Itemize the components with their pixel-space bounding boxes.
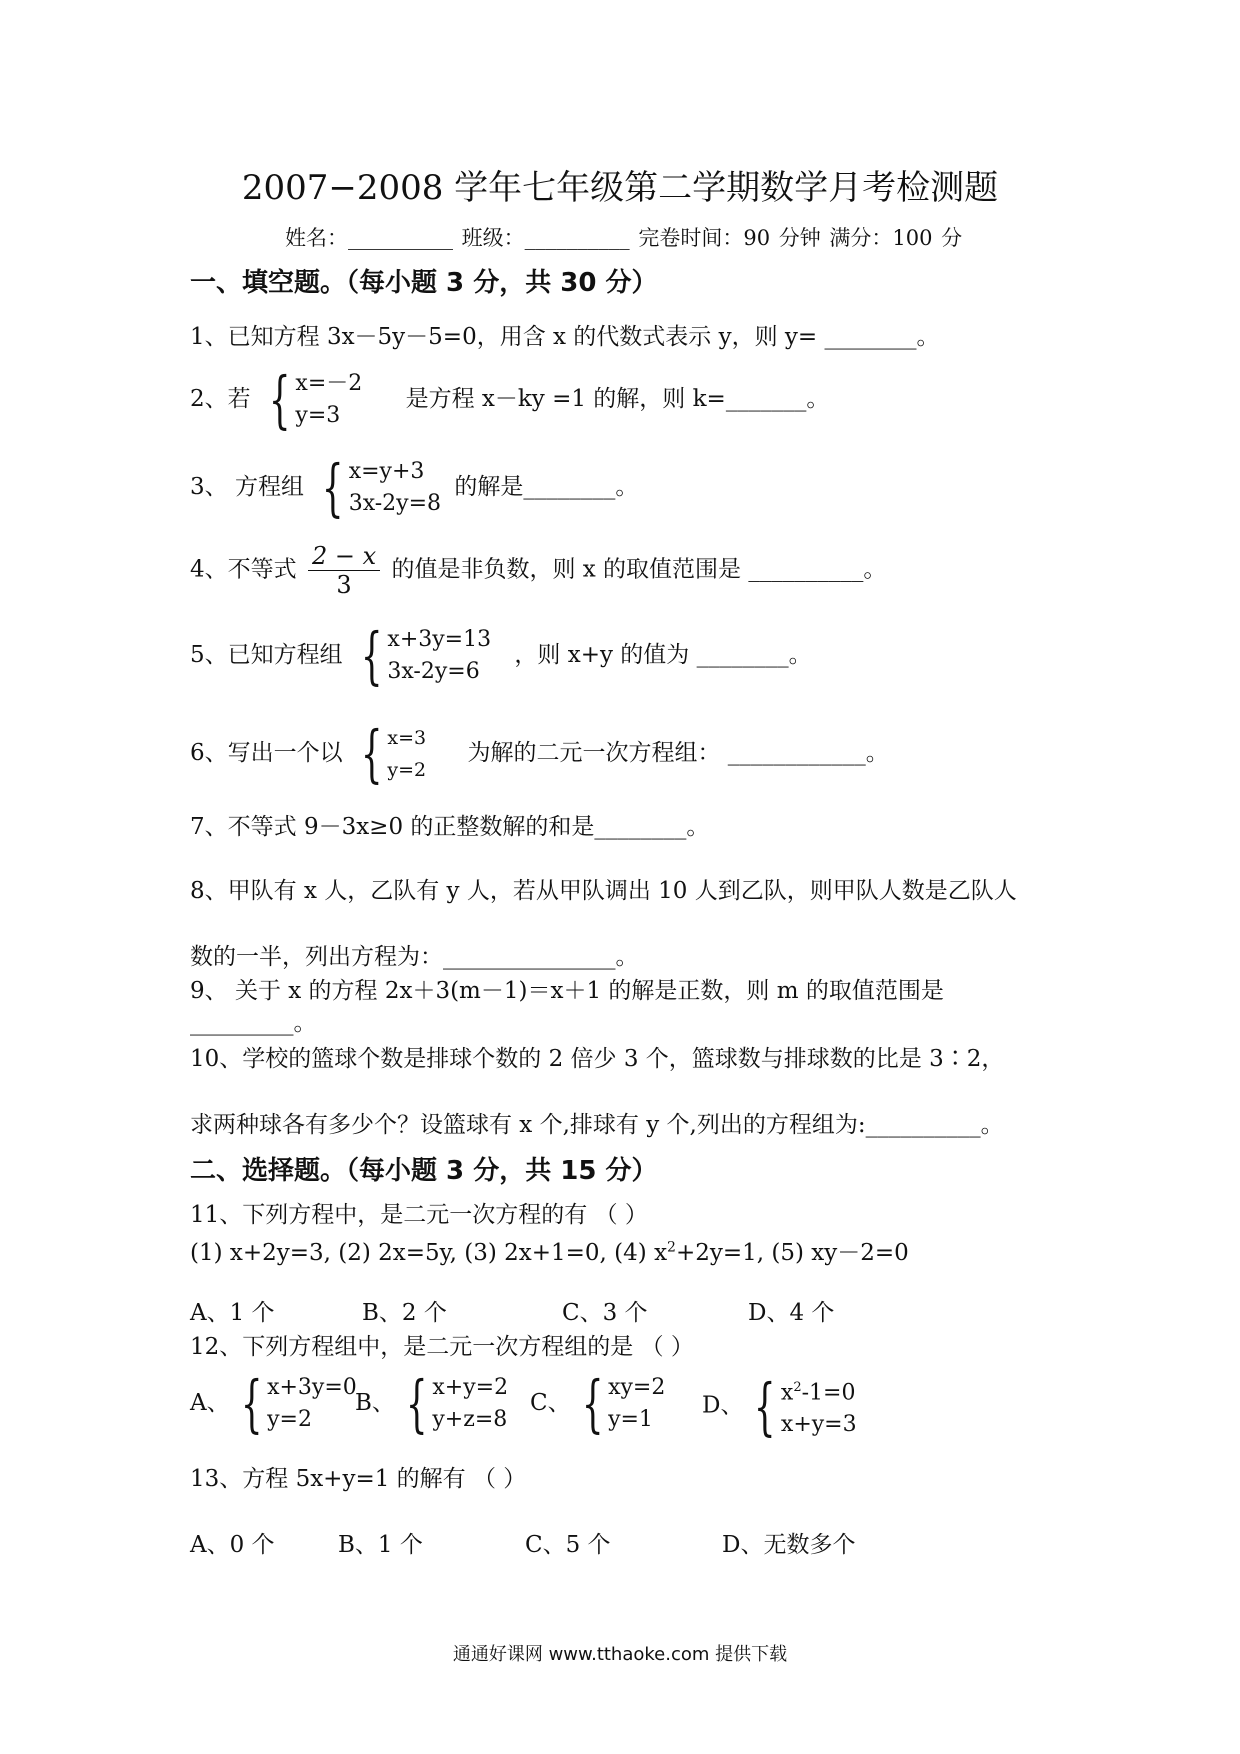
equation-system [313, 451, 442, 524]
question-3-suffix: 的解是________。 [454, 474, 639, 500]
system-eq2: y+z=8 [432, 1407, 508, 1432]
section-2-heading: 二、选择题。（每小题 3 分，共 15 分） [190, 1156, 658, 1186]
system-eq2: 3x-2y=8 [348, 491, 442, 516]
superscript: 2 [793, 1380, 802, 1395]
question-4 [190, 542, 886, 599]
system-eq2: y=1 [608, 1407, 653, 1432]
question-10-line-2: 求两种球各有多少个？设篮球有 x 个,排球有 y 个,列出的方程组为:__________。 [190, 1112, 1004, 1138]
section-1-heading: 一、填空题。（每小题 3 分，共 30 分） [190, 268, 658, 298]
system-eq1 [781, 1372, 857, 1409]
question-3 [190, 451, 639, 524]
equation-system [260, 363, 363, 436]
question-6 [190, 717, 889, 790]
question-8-line-1: 8、甲队有 x 人，乙队有 y 人，若从甲队调出 10 人到乙队，则甲队人数是乙队人 [190, 878, 1017, 904]
system-eq2: y=3 [295, 403, 341, 428]
brace-icon: { [754, 1369, 777, 1443]
question-5-suffix: ，则 x+y 的值为 ________。 [514, 642, 812, 668]
brace-icon: { [240, 1367, 263, 1440]
q13-choice-a: A、0 个 [190, 1532, 275, 1558]
q12-option-c [530, 1367, 671, 1440]
system-eq2: y=2 [387, 759, 427, 781]
equation-system [397, 1367, 509, 1440]
question-12: 12、下列方程组中，是二元一次方程组的是 （ ） [190, 1334, 694, 1360]
question-13: 13、方程 5x+y=1 的解有 （ ） [190, 1466, 527, 1492]
question-8-line-2: 数的一半，列出方程为：_______________。 [190, 944, 639, 970]
system-eq1: x=－2 [295, 371, 363, 396]
eq-part: x [780, 1380, 794, 1406]
student-info-line: 姓名：__________ 班级：__________ 完卷时间：90 分钟 满分：100 分 [285, 226, 963, 250]
equation-system [352, 619, 492, 692]
q12-option-a [190, 1367, 363, 1440]
question-10-line-1: 10、学校的篮球个数是排球个数的 2 倍少 3 个，篮球数与排球数的比是 3∶2， [190, 1046, 1005, 1072]
system-eq2: 3x-2y=6 [387, 659, 480, 684]
option-label: C、 [530, 1390, 571, 1416]
system-eq2: x+y=3 [780, 1412, 857, 1438]
question-11: 11、下列方程中，是二元一次方程的有 （ ） [190, 1202, 648, 1228]
question-5-prefix: 5、已知方程组 [190, 642, 343, 668]
brace-icon: { [360, 717, 383, 790]
option-label: B、 [355, 1390, 395, 1416]
equation-system [352, 717, 427, 790]
q11-choice-c: C、3 个 [562, 1300, 648, 1326]
system-eq1: x=y+3 [348, 459, 425, 484]
q11-choice-d: D、4 个 [748, 1300, 835, 1326]
items-text-1: (1) x+2y=3, (2) 2x=5y, (3) 2x+1=0, (4) x [190, 1240, 668, 1266]
question-2-prefix: 2、若 [190, 386, 251, 412]
question-3-prefix: 3、 方程组 [190, 474, 304, 500]
question-2 [190, 363, 830, 436]
option-label: A、 [190, 1390, 230, 1416]
question-9-line-1: 9、 关于 x 的方程 2x＋3(m－1)＝x＋1 的解是正数，则 m 的取值范围是 [190, 978, 944, 1004]
question-2-suffix: 是方程 x－ky =1 的解，则 k=_______。 [405, 386, 830, 412]
q11-choice-a: A、1 个 [190, 1300, 275, 1326]
q13-choice-c: C、5 个 [525, 1532, 611, 1558]
system-eq1: x+y=2 [432, 1375, 509, 1400]
brace-icon: { [268, 363, 291, 436]
brace-icon: { [405, 1367, 428, 1440]
brace-icon: { [322, 451, 344, 524]
q11-choice-b: B、2 个 [362, 1300, 447, 1326]
page-title: 2007−2008 学年七年级第二学期数学月考检测题 [241, 168, 999, 208]
superscript: 2 [667, 1239, 676, 1256]
footer-credit: 通通好课网 www.tthaoke.com 提供下载 [452, 1644, 788, 1665]
question-4-suffix: 的值是非负数，则 x 的取值范围是 __________。 [391, 556, 887, 583]
equation-system [573, 1367, 666, 1440]
system-eq2: y=2 [267, 1407, 312, 1432]
equation-system [232, 1367, 357, 1440]
q12-option-d [702, 1369, 863, 1443]
system-eq1: x+3y=13 [387, 627, 492, 652]
question-6-suffix: 为解的二元一次方程组： ____________。 [467, 740, 889, 766]
fraction-numerator: 2 − x [308, 542, 380, 571]
question-4-prefix: 4、不等式 [190, 556, 297, 583]
question-6-prefix: 6、写出一个以 [190, 740, 343, 766]
eq-part: -1=0 [801, 1380, 856, 1406]
option-label: D、 [702, 1392, 744, 1419]
brace-icon: { [581, 1367, 604, 1440]
q13-choice-d: D、无数多个 [722, 1532, 856, 1558]
equation-system [745, 1369, 857, 1443]
question-1: 1、已知方程 3x－5y－5=0，用含 x 的代数式表示 y，则 y= ________。 [190, 324, 940, 350]
q12-option-b [355, 1367, 514, 1440]
fraction-denominator: 3 [336, 571, 352, 599]
brace-icon: { [360, 619, 383, 692]
fraction [308, 542, 380, 599]
question-5 [190, 619, 812, 692]
system-eq1: xy=2 [608, 1375, 666, 1400]
items-text-2: +2y=1, (5) xy－2=0 [675, 1240, 909, 1266]
question-9-line-2: _________。 [190, 1010, 317, 1036]
system-eq1: x=3 [387, 727, 427, 749]
question-7: 7、不等式 9－3x≥0 的正整数解的和是________。 [190, 814, 710, 840]
system-eq1: x+3y=0 [267, 1375, 357, 1400]
question-11-items [190, 1234, 909, 1267]
q13-choice-b: B、1 个 [338, 1532, 423, 1558]
